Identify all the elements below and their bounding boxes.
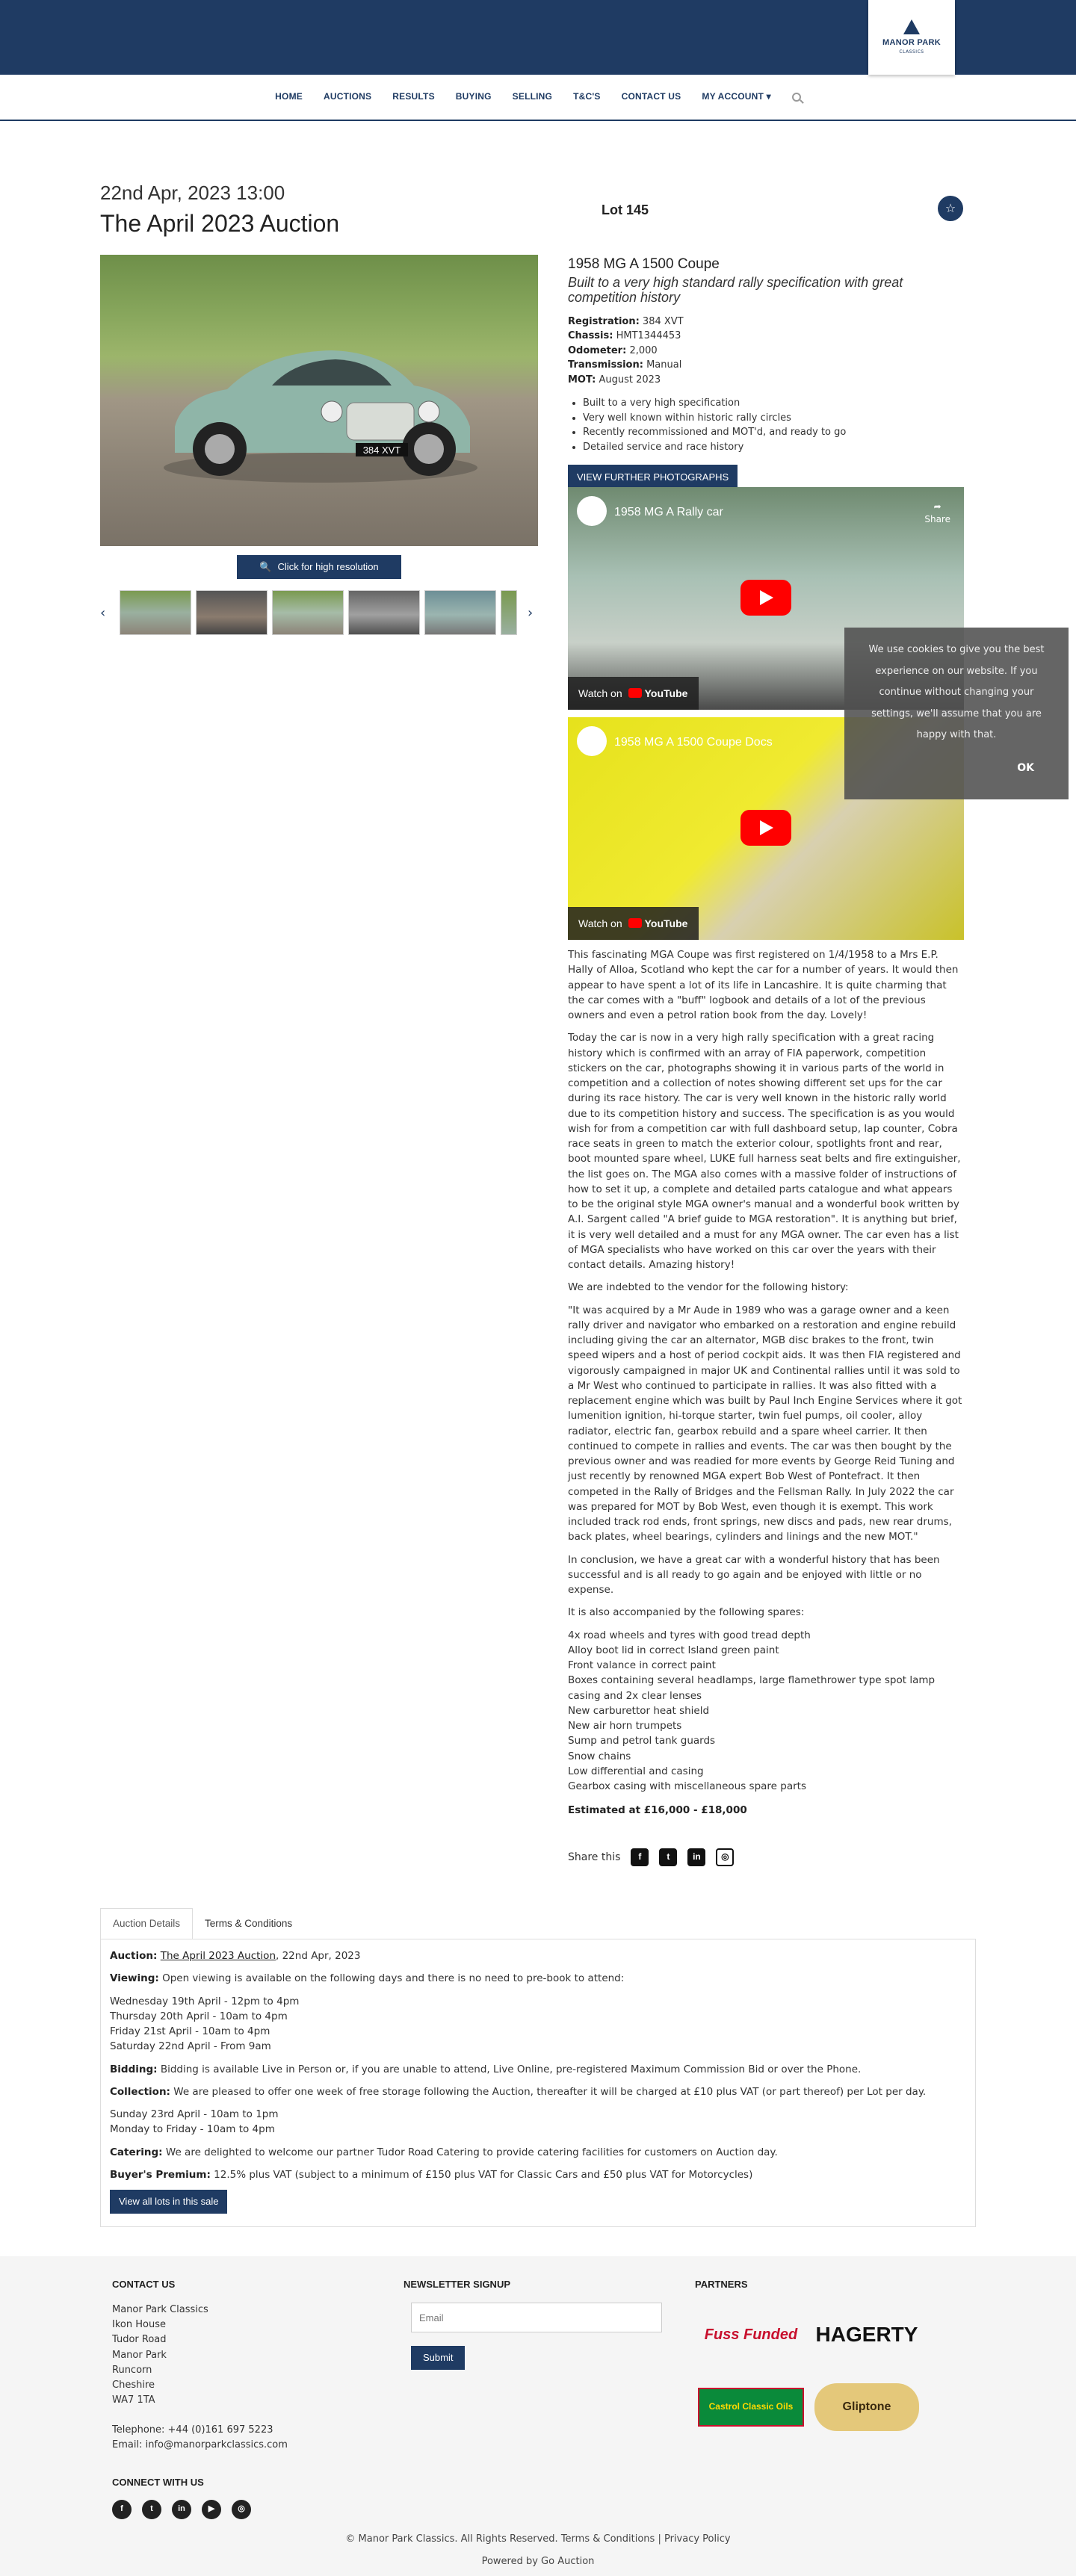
description-paragraph: Today the car is now in a very high rally specification with a great racing history which is confirmed with an array of FIA paperwork, competition stickers on the car, photographs showing it in various parts of the world in competition and a collection of notes showing different set ups for the car during its race history. The car is very well known in the historic rally world due to its competition history and success. The specification is as you would wish for from a competition car with full dashboard setup, lap counter, Cobra race seats in green to match the exterior colour, spotlights front and rear, boot mounted spare wheel, LUKE full harness seat belts and fire extinguisher, the list goes on. The MGA also comes with a massive folder of instructions of how to set it up, a complete and detailed parts catalogue and what appears to be the original style MGA owner's manual and a wonderful book written by A.I. Sargent called "A brief guide to MGA restoration". It is anything but brief, it is very well detailed and a must for any MGA owner. The car even has a list of MGA specialists who have worked on this car over the years with their contact details. Amazing history! <box>568 1032 961 1271</box>
nav-contact[interactable]: CONTACT US <box>621 91 681 102</box>
details-tabs <box>100 1908 976 1939</box>
address-line: Cheshire <box>112 2379 155 2391</box>
description-paragraph: We are indebted to the vendor for the following history: <box>568 1281 849 1294</box>
detail-collection: Collection: We are pleased to offer one week of free storage following the Auction, thereafter it will be charged at £10 plus VAT (or part thereof) per Lot per day. <box>110 2085 927 2098</box>
nav-buying[interactable]: BUYING <box>455 91 492 102</box>
copyright-line: © Manor Park Classics. All Rights Reserved. Terms & Conditions | Privacy Policy <box>345 2533 731 2545</box>
list-item: • Detailed service and race history <box>583 440 964 455</box>
telephone[interactable]: Telephone: +44 (0)161 697 5223 <box>112 2424 273 2436</box>
spec-chassis: Chassis: HMT1344453 <box>568 330 681 342</box>
thumb-prev-chevron-icon[interactable]: ‹ <box>100 605 106 621</box>
list-item: Alloy boot lid in correct Island green paint <box>568 1644 779 1656</box>
nav-terms[interactable]: T&C'S <box>573 91 601 102</box>
nav-results[interactable]: RESULTS <box>392 91 435 102</box>
thumbnail[interactable] <box>424 590 496 635</box>
footer-social <box>112 2500 251 2519</box>
facebook-icon[interactable]: f <box>112 2500 132 2519</box>
car-illustration <box>160 315 481 486</box>
search-icon[interactable] <box>792 93 801 102</box>
list-item: Saturday 22nd April - From 9am <box>110 2040 271 2053</box>
list-item: Monday to Friday - 10am to 4pm <box>110 2123 275 2136</box>
play-icon[interactable] <box>740 810 791 846</box>
spec-mot: MOT: August 2023 <box>568 374 661 386</box>
spec-odometer: Odometer: 2,000 <box>568 344 658 356</box>
watch-on-youtube[interactable]: Watch on YouTube <box>568 907 699 940</box>
watch-on-youtube[interactable]: Watch on YouTube <box>568 677 699 710</box>
auction-details-panel <box>100 1939 976 2227</box>
thumbnail[interactable] <box>272 590 344 635</box>
lot-name: 1958 MG A 1500 Coupe <box>568 256 720 272</box>
powered-by[interactable]: Powered by Go Auction <box>481 2556 595 2567</box>
spares-list <box>568 1628 964 1795</box>
channel-avatar <box>577 496 607 526</box>
instagram-icon[interactable]: ◎ <box>232 2500 251 2519</box>
nav-my-account[interactable]: MY ACCOUNT ▾ <box>702 91 771 102</box>
high-res-label: Click for high resolution <box>277 560 379 572</box>
site-logo[interactable] <box>868 0 955 75</box>
auction-link[interactable]: The April 2023 Auction <box>160 1950 276 1962</box>
thumb-next-chevron-icon[interactable]: › <box>528 605 534 621</box>
contact-heading: CONTACT US <box>112 2279 176 2290</box>
address-line: Ikon House <box>112 2319 166 2331</box>
youtube-icon[interactable]: ▶ <box>202 2500 221 2519</box>
detail-catering: Catering: We are delighted to welcome our partner Tudor Road Catering to provide catering facilities for customers on Auction day. <box>110 2146 778 2158</box>
footer-contact <box>112 2277 288 2501</box>
thumbnail[interactable] <box>348 590 420 635</box>
logo-tag: CLASSICS <box>899 49 924 55</box>
spec-registration: Registration: 384 XVT <box>568 315 684 327</box>
privacy-link[interactable]: Privacy Policy <box>664 2533 731 2545</box>
detail-viewing: Viewing: Open viewing is available on the following days and there is no need to pre-book to attend: <box>110 1972 625 1985</box>
spec-transmission: Transmission: Manual <box>568 359 682 371</box>
thumbnail[interactable] <box>501 590 517 635</box>
plate-text: 384 XVT <box>362 445 401 456</box>
main-nav <box>0 75 1076 121</box>
list-item: • Built to a very high specification <box>583 396 964 411</box>
list-item: Front valance in correct paint <box>568 1659 716 1671</box>
list-item: Boxes containing several headlamps, large flamethrower type spot lamp casing and 2x clear lenses <box>568 1674 936 1702</box>
detail-premium: Buyer's Premium: 12.5% plus VAT (subject to a minimum of £150 plus VAT for Classic Cars and £50 plus VAT for Motorcycles) <box>110 2168 753 2181</box>
lot-specs <box>568 315 964 388</box>
estimate: Estimated at £16,000 - £18,000 <box>568 1804 747 1817</box>
footer-partners <box>695 2277 748 2303</box>
partner-castrol-logo[interactable]: Castrol Classic Oils <box>698 2388 804 2427</box>
list-item: Snow chains <box>568 1750 631 1762</box>
list-item: • Recently recommissioned and MOT'd, and ready to go <box>583 425 964 440</box>
magnifier-icon: 🔍 <box>259 560 272 572</box>
list-item: Sump and petrol tank guards <box>568 1735 716 1747</box>
cookie-banner <box>844 628 1069 799</box>
video-title[interactable]: 1958 MG A Rally car <box>614 506 723 518</box>
partners-heading: PARTNERS <box>695 2279 748 2290</box>
list-item: New air horn trumpets <box>568 1720 682 1732</box>
list-item: New carburettor heat shield <box>568 1704 710 1717</box>
collection-days <box>110 2107 966 2137</box>
address-line: Manor Park Classics <box>112 2304 208 2316</box>
address-line: WA7 1TA <box>112 2394 155 2406</box>
address-line: Runcorn <box>112 2364 152 2376</box>
share-row <box>568 1848 734 1866</box>
newsletter-email-input[interactable] <box>411 2303 662 2332</box>
share-icon[interactable]: ➦ Share <box>924 501 950 525</box>
twitter-icon[interactable]: t <box>659 1848 677 1866</box>
viewing-days <box>110 1994 966 2055</box>
main-lot-image[interactable] <box>100 255 538 546</box>
tab-auction-details[interactable]: Auction Details <box>100 1908 193 1939</box>
detail-bidding: Bidding: Bidding is available Live in Person or, if you are unable to attend, Live Online, pre-registered Maximum Commission Bid or over the Phone. <box>110 2063 862 2075</box>
partner-hagerty-logo[interactable]: HAGERTY <box>815 2322 918 2346</box>
lot-subtitle: Built to a very high standard rally specification with great competition history <box>568 274 903 306</box>
cookie-text: We use cookies to give you the best experience on our website. If you continue without changing your settings, we'll assume that you are happy with that. <box>868 644 1045 741</box>
lot-details <box>568 254 964 491</box>
thumbnail-strip <box>100 589 538 637</box>
detail-auction: Auction: The April 2023 Auction, 22nd Apr, 2023 <box>110 1950 361 1962</box>
address-line: Manor Park <box>112 2349 167 2361</box>
list-item: Gearbox casing with miscellaneous spare parts <box>568 1780 806 1792</box>
view-all-lots-button[interactable]: View all lots in this sale <box>110 2190 227 2214</box>
description-paragraph: "It was acquired by a Mr Aude in 1989 who was a garage owner and a keen rally driver and navigator who embarked on a restoration and engine rebuild including giving the car an alternator, MGB disc brakes to the front, twin speed wipers and a host of period cockpit aids. It was then FIA registered and vigorously campaigned in major UK and Continental rallies until it was sold to a Mr West who continued to participate in rallies. It was also fitted with a replacement engine which was built by Paul Inch Engine Services where it got lumenition ignition, hi-torque starter, twin fuel pumps, oil cooler, alloy radiator, electric fan, gearbox rebuild and a spare wheel carrier. It then continued to compete in rallies and events. The car was then bought by the previous owner and was readied for more events by George Reid Tuning and just recently by renowned MGA expert Bob West of Pontefract. It then competed in the Rally of Bridges and the Fellsman Rally. In July 2022 the car was prepared for MOT by Bob West, even though it is exempt. This work included track rod ends, front springs, new discs and pads, new rear drums, back plates, wheel bearings, cylinders and linings and the new MOT." <box>568 1304 962 1544</box>
list-item: Friday 21st April - 10am to 4pm <box>110 2025 270 2037</box>
tab-terms[interactable]: Terms & Conditions <box>205 1918 293 1930</box>
auction-date: 22nd Apr, 2023 13:00 <box>100 182 285 204</box>
list-item: • Very well known within historic rally circles <box>583 411 964 426</box>
favourite-star-icon[interactable]: ☆ <box>938 196 963 221</box>
list-item: Low differential and casing <box>568 1765 704 1777</box>
auction-title: The April 2023 Auction <box>100 210 340 237</box>
email-link[interactable]: Email: info@manorparkclassics.com <box>112 2439 288 2451</box>
newsletter-submit-button[interactable]: Submit <box>411 2346 465 2370</box>
instagram-icon[interactable]: ◎ <box>716 1848 734 1866</box>
facebook-icon[interactable]: f <box>631 1848 649 1866</box>
connect-heading: CONNECT WITH US <box>112 2477 204 2489</box>
list-item: 4x road wheels and tyres with good tread depth <box>568 1629 811 1641</box>
logo-mark-icon <box>903 19 920 34</box>
youtube-icon <box>628 688 642 698</box>
description-paragraph: It is also accompanied by the following spares: <box>568 1606 805 1619</box>
partner-gliptone-logo[interactable]: Gliptone <box>814 2383 919 2431</box>
high-res-button[interactable] <box>237 555 401 579</box>
description-paragraph: This fascinating MGA Coupe was first registered on 1/4/1958 to a Mrs E.P. Hally of Alloa, Scotland who kept the car for a number of years. It would then appear to have spent a lot of its life in Lancashire. It is quite charming that the car comes with a "buff" logbook and details of a lot of the previous owners and even a petrol ration book from the day. Lovely! <box>568 949 959 1021</box>
thumbnail[interactable] <box>120 590 191 635</box>
youtube-icon <box>628 918 642 928</box>
channel-avatar <box>577 726 607 756</box>
view-photos-button[interactable]: VIEW FURTHER PHOTOGRAPHS <box>568 465 738 491</box>
play-icon[interactable] <box>740 580 791 616</box>
description-paragraph: In conclusion, we have a great car with a wonderful history that has been successful and is all ready to go again and be enjoyed with little or no expense. <box>568 1553 940 1596</box>
nav-home[interactable]: HOME <box>275 91 303 102</box>
lot-highlights <box>583 396 964 454</box>
nav-auctions[interactable]: AUCTIONS <box>323 91 372 102</box>
list-item: Sunday 23rd April - 10am to 1pm <box>110 2108 279 2120</box>
terms-link[interactable]: Terms & Conditions <box>560 2533 655 2545</box>
list-item: Thursday 20th April - 10am to 4pm <box>110 2010 288 2022</box>
address-line: Tudor Road <box>112 2334 167 2346</box>
logo-name: MANOR PARK <box>882 37 941 47</box>
lot-number: Lot 145 <box>602 202 649 217</box>
lot-description <box>568 947 964 1826</box>
nav-selling[interactable]: SELLING <box>512 91 553 102</box>
twitter-icon[interactable]: t <box>142 2500 161 2519</box>
footer-newsletter <box>404 2277 662 2370</box>
newsletter-heading: NEWSLETTER SIGNUP <box>404 2279 511 2290</box>
linkedin-icon[interactable]: in <box>172 2500 191 2519</box>
thumbnail[interactable] <box>196 590 268 635</box>
list-item: Wednesday 19th April - 12pm to 4pm <box>110 1995 300 2007</box>
video-title[interactable]: 1958 MG A 1500 Coupe Docs <box>614 736 773 749</box>
partner-fuss-funded-logo[interactable]: Fuss Funded <box>704 2326 798 2343</box>
linkedin-icon[interactable]: in <box>687 1848 705 1866</box>
cookie-ok-button[interactable]: OK <box>1017 762 1034 775</box>
share-label: Share this <box>568 1851 621 1863</box>
